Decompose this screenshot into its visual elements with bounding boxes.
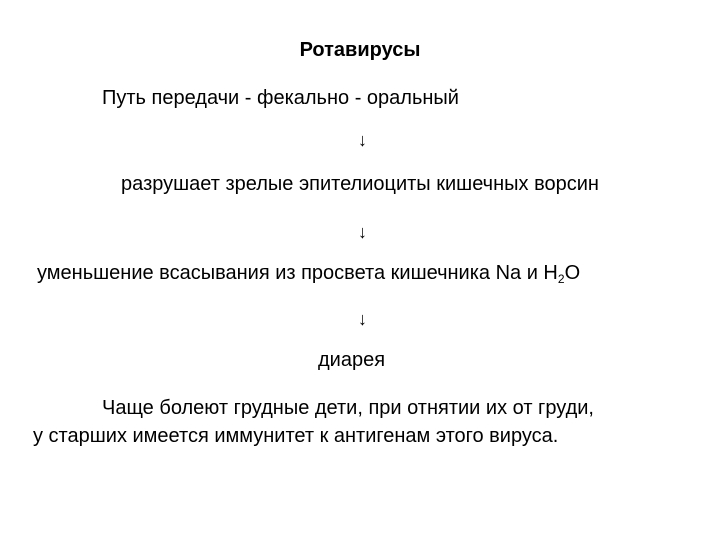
arrow-down-icon: ↓ xyxy=(358,309,367,329)
note-line-1: Чаще болеют грудные дети, при отнятии их от груди, xyxy=(102,397,594,419)
result-diarrhea: диарея xyxy=(318,349,386,371)
transmission-route: Путь передачи - фекально - оральный xyxy=(102,87,459,109)
note-line-2: у старших имеется иммунитет к антигенам этого вируса. xyxy=(33,425,559,447)
step-reduced-absorption-text: уменьшение всасывания из просвета кишечника Na и H xyxy=(37,262,558,284)
water-subscript: 2 xyxy=(557,272,565,286)
step-destroys-enterocytes: разрушает зрелые эпителиоциты кишечных ворсин xyxy=(121,173,599,195)
slide-title: Ротавирусы xyxy=(299,39,421,61)
step-reduced-absorption xyxy=(37,261,580,285)
arrow-down-icon: ↓ xyxy=(358,130,367,150)
water-tail: O xyxy=(564,262,581,284)
arrow-down-icon: ↓ xyxy=(358,222,367,242)
